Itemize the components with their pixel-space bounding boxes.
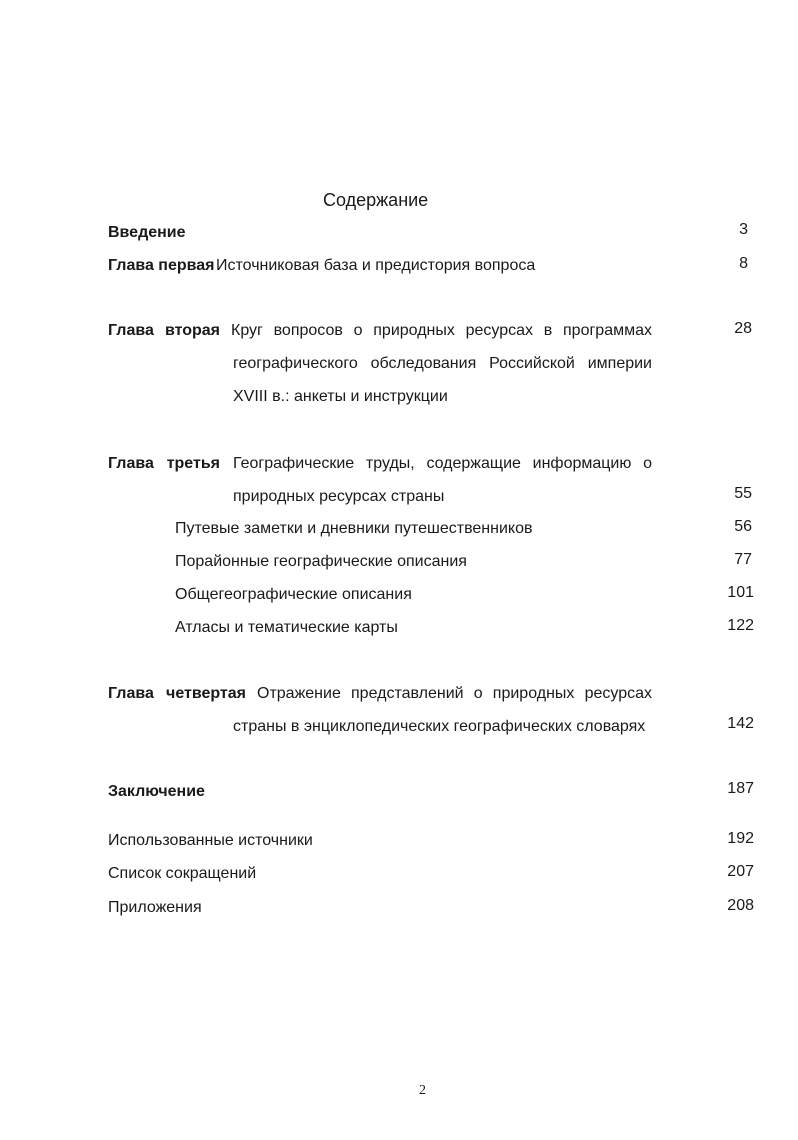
ch2-line2-word: обследования [370, 355, 477, 372]
ch1-label: Глава первая [108, 257, 215, 274]
ch3-line1-word: Географические [233, 455, 355, 472]
ch4-page: 142 [727, 715, 754, 732]
ch2-line2 [233, 355, 652, 373]
ch4-line1 [257, 685, 652, 703]
ch2-line1-word: Круг [231, 322, 263, 339]
ch2-line2-word: Российской [489, 355, 575, 372]
ch3-line2: природных ресурсах страны [233, 488, 445, 505]
ch4-line1-word: представлений [351, 685, 464, 702]
ch2-line1-word: природных [373, 322, 455, 339]
ch4-line1-word: Отражение [257, 685, 341, 702]
toc-title: Содержание [323, 190, 429, 210]
back-item-text: Список сокращений [108, 865, 257, 882]
ch3-label [108, 455, 220, 473]
ch2-line1-word: программах [563, 322, 652, 339]
ch3-line1 [233, 455, 652, 473]
ch2-line2-word: империи [587, 355, 652, 372]
ch3-sub-text: Общегеографические описания [175, 586, 412, 603]
ch1-page: 8 [739, 255, 748, 272]
ch3-sub-text: Путевые заметки и дневники путешественников [175, 520, 533, 537]
ch2-line3: XVIII в.: анкеты и инструкции [233, 388, 448, 405]
ch2-line1 [231, 322, 652, 340]
back-item-page: 208 [727, 897, 754, 914]
ch2-line1-word: ресурсах [465, 322, 534, 339]
ch4-line1-word: ресурсах [584, 685, 652, 702]
ch3-label-word2: третья [166, 455, 220, 472]
ch3-sub-page: 101 [727, 584, 754, 601]
ch2-line1-word: о [353, 322, 363, 339]
ch4-label-word1: Глава [108, 685, 154, 702]
page-number: 2 [419, 1083, 426, 1098]
ch3-line1-word: содержащие [426, 455, 521, 472]
intro-label: Введение [108, 224, 186, 241]
ch2-label-word1: Глава [108, 322, 154, 339]
conclusion-page: 187 [727, 780, 754, 797]
ch3-label-word1: Глава [108, 455, 154, 472]
ch2-label [108, 322, 220, 340]
ch4-line2: страны в энциклопедических географических словарях [233, 718, 646, 735]
ch2-line2-word: географического [233, 355, 358, 372]
intro-page: 3 [739, 221, 748, 238]
ch2-line1-word: вопросов [273, 322, 343, 339]
ch3-line1-word: труды, [365, 455, 415, 472]
ch2-page: 28 [734, 320, 752, 337]
ch1-text: Источниковая база и предистория вопроса [216, 257, 536, 274]
ch3-sub-text: Порайонные географические описания [175, 553, 467, 570]
ch3-sub-page: 77 [734, 551, 752, 568]
back-item-page: 192 [727, 830, 754, 847]
ch3-line1-word: о [643, 455, 652, 472]
ch4-line1-word: природных [492, 685, 575, 702]
back-item-text: Использованные источники [108, 832, 313, 849]
ch4-label-word2: четвертая [166, 685, 246, 702]
ch3-page: 55 [734, 485, 752, 502]
ch4-line1-word: о [473, 685, 483, 702]
back-item-page: 207 [727, 863, 754, 880]
ch2-line1-word: в [543, 322, 553, 339]
ch3-line1-word: информацию [532, 455, 632, 472]
ch3-sub-page: 122 [727, 617, 754, 634]
ch4-label [108, 685, 246, 703]
back-item-text: Приложения [108, 899, 202, 916]
ch3-sub-page: 56 [734, 518, 752, 535]
ch2-label-word2: вторая [164, 322, 220, 339]
ch3-sub-text: Атласы и тематические карты [175, 619, 398, 636]
conclusion-label: Заключение [108, 783, 205, 800]
